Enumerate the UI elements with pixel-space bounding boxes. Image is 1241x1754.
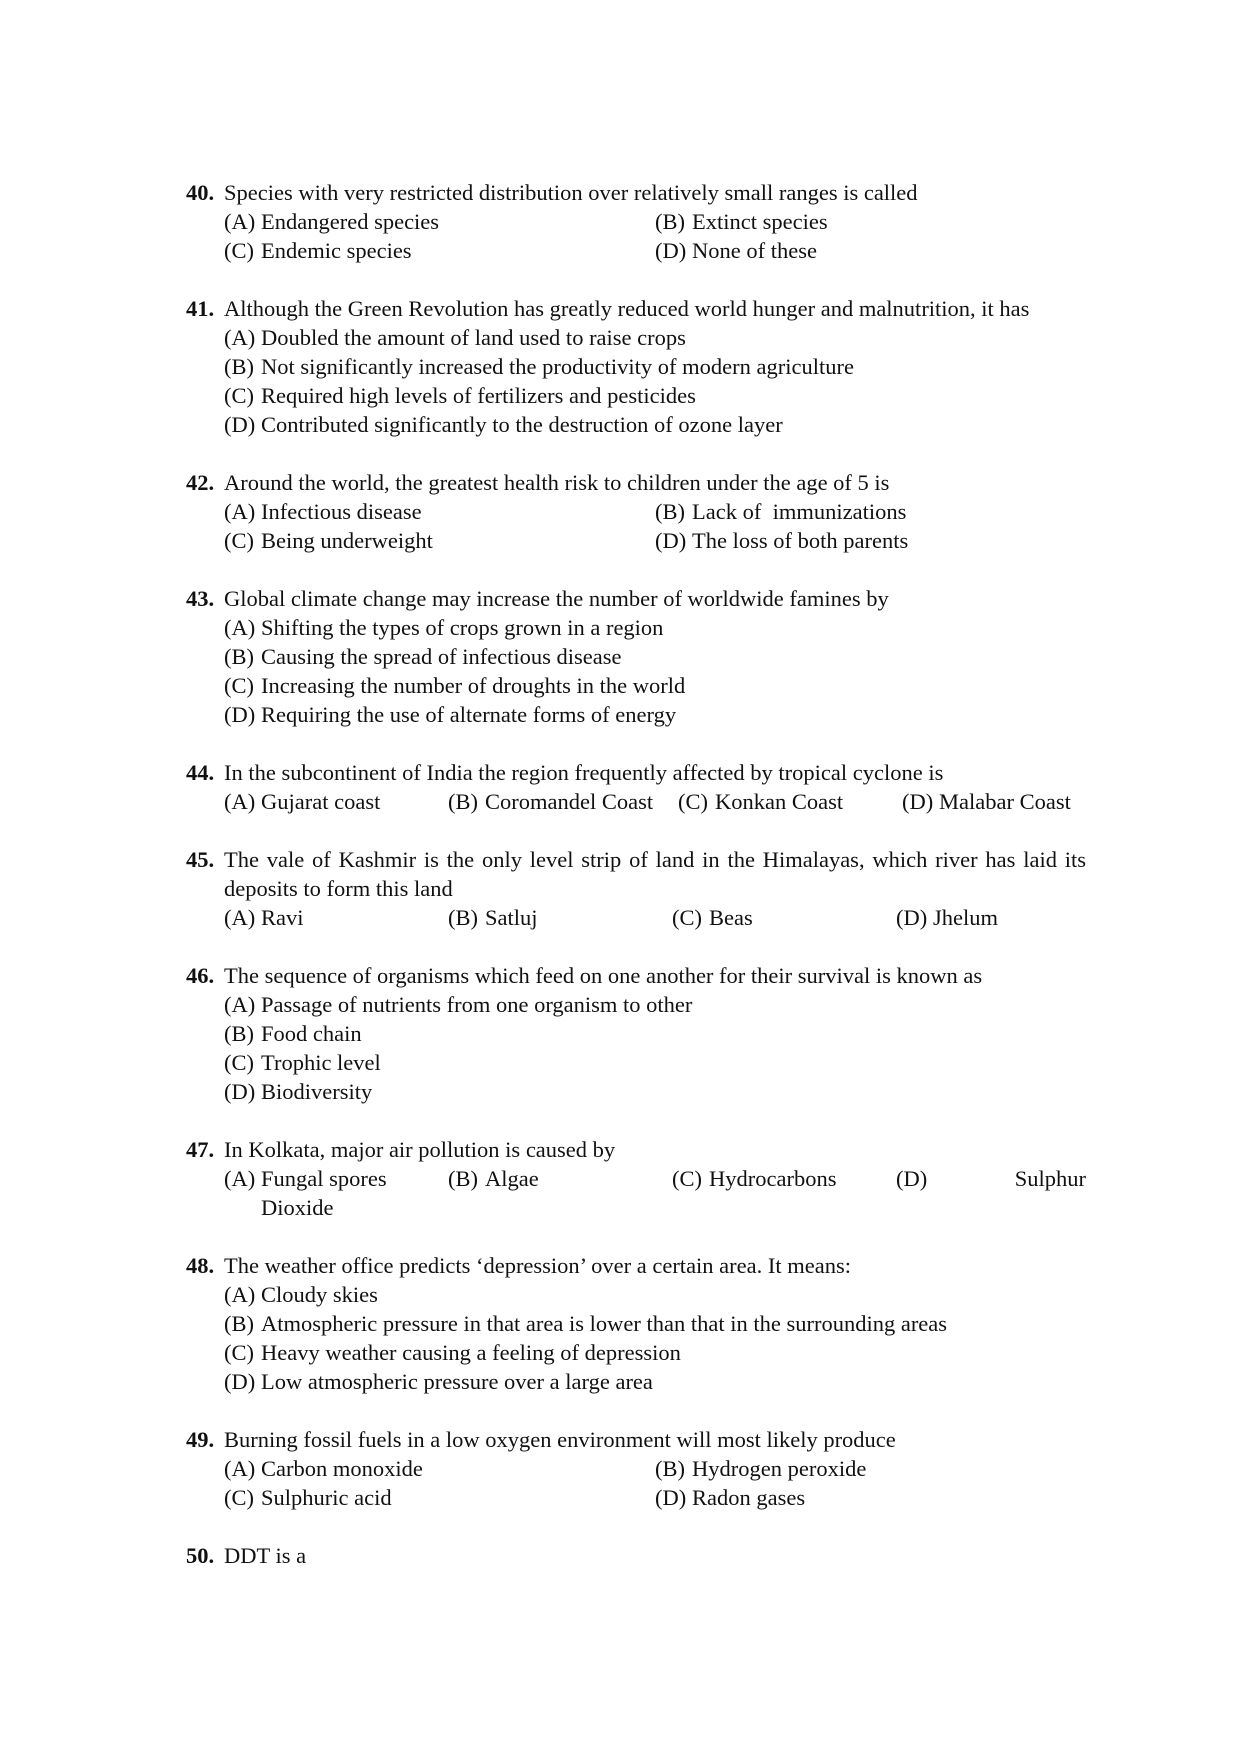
question-stem bbox=[186, 1251, 1086, 1280]
option-c[interactable]: (C) Beas bbox=[672, 905, 753, 930]
question-number: 49. bbox=[186, 1427, 215, 1452]
option-d[interactable]: (D) Radon gases bbox=[655, 1485, 806, 1510]
question-text: Burning fossil fuels in a low oxygen environment will most likely produce bbox=[224, 1427, 896, 1452]
option-c[interactable]: (C) Konkan Coast bbox=[678, 789, 844, 814]
question-stem bbox=[186, 758, 1086, 787]
question-stem bbox=[186, 961, 1086, 990]
question-42 bbox=[186, 468, 1086, 555]
question-stem bbox=[186, 1541, 1086, 1570]
option-b[interactable]: (B) Hydrogen peroxide bbox=[655, 1456, 867, 1481]
option-c[interactable]: (C) Heavy weather causing a feeling of depression bbox=[224, 1340, 681, 1365]
option-a[interactable]: (A) Gujarat coast bbox=[224, 789, 381, 814]
question-number: 45. bbox=[186, 847, 215, 872]
question-stem bbox=[186, 845, 1086, 903]
question-text: The sequence of organisms which feed on one another for their survival is known as bbox=[224, 963, 983, 988]
option-c[interactable]: (C) Required high levels of fertilizers and pesticides bbox=[224, 383, 696, 408]
question-number: 40. bbox=[186, 180, 215, 205]
option-c[interactable]: (C) Being underweight bbox=[224, 528, 433, 553]
option-b[interactable]: (B) Food chain bbox=[224, 1021, 362, 1046]
option-d[interactable]: (D) Malabar Coast bbox=[902, 789, 1071, 814]
question-number: 41. bbox=[186, 296, 215, 321]
question-text: Species with very restricted distribution over relatively small ranges is called bbox=[224, 180, 918, 205]
option-c[interactable]: (C) Hydrocarbons bbox=[672, 1166, 837, 1191]
question-49 bbox=[186, 1425, 1086, 1512]
option-b[interactable]: (B) Satluj bbox=[448, 905, 538, 930]
option-list bbox=[186, 1454, 1086, 1512]
question-text: In Kolkata, major air pollution is caused by bbox=[224, 1137, 616, 1162]
option-d[interactable]: (D) None of these bbox=[655, 238, 817, 263]
option-b[interactable]: (B) Coromandel Coast bbox=[448, 789, 654, 814]
question-40 bbox=[186, 178, 1086, 265]
question-stem bbox=[186, 584, 1086, 613]
question-43 bbox=[186, 584, 1086, 729]
question-50 bbox=[186, 1541, 1086, 1570]
option-list bbox=[186, 903, 1086, 932]
question-stem bbox=[186, 1425, 1086, 1454]
question-number: 43. bbox=[186, 586, 215, 611]
option-d[interactable]: (D) Jhelum bbox=[896, 905, 998, 930]
option-a[interactable]: (A) Infectious disease bbox=[224, 499, 422, 524]
option-b[interactable]: (B) Atmospheric pressure in that area is lower than that in the surrounding areas bbox=[224, 1311, 948, 1336]
option-c[interactable]: (C) Sulphuric acid bbox=[224, 1485, 392, 1510]
question-number: 42. bbox=[186, 470, 215, 495]
option-list bbox=[186, 207, 1086, 265]
option-b[interactable]: (B) Lack of immunizations bbox=[655, 499, 907, 524]
option-d-continuation: Dioxide bbox=[261, 1195, 334, 1220]
option-b[interactable]: (B) Not significantly increased the productivity of modern agriculture bbox=[224, 354, 854, 379]
option-c[interactable]: (C) Endemic species bbox=[224, 238, 412, 263]
question-number: 46. bbox=[186, 963, 215, 988]
option-list bbox=[186, 323, 1086, 439]
question-number: 48. bbox=[186, 1253, 215, 1278]
question-text: Although the Green Revolution has greatly reduced world hunger and malnutrition, it has bbox=[224, 296, 1030, 321]
question-45 bbox=[186, 845, 1086, 932]
question-text: DDT is a bbox=[224, 1543, 307, 1568]
question-44 bbox=[186, 758, 1086, 816]
option-b[interactable]: (B) Causing the spread of infectious disease bbox=[224, 644, 622, 669]
question-number: 44. bbox=[186, 760, 215, 785]
question-stem bbox=[186, 178, 1086, 207]
option-list bbox=[186, 497, 1086, 555]
option-b[interactable]: (B) Algae bbox=[448, 1166, 539, 1191]
question-text: The weather office predicts ‘depression’ over a certain area. It means: bbox=[224, 1253, 851, 1278]
question-stem bbox=[186, 294, 1086, 323]
option-list bbox=[186, 990, 1086, 1106]
option-c[interactable]: (C) Increasing the number of droughts in the world bbox=[224, 673, 686, 698]
question-text: Global climate change may increase the number of worldwide famines by bbox=[224, 586, 889, 611]
option-a[interactable]: (A) Fungal spores bbox=[224, 1166, 387, 1191]
option-a[interactable]: (A) Cloudy skies bbox=[224, 1282, 378, 1307]
question-paper bbox=[186, 178, 1086, 1599]
question-48 bbox=[186, 1251, 1086, 1396]
option-list bbox=[186, 1164, 1086, 1222]
option-a[interactable]: (A) Ravi bbox=[224, 905, 304, 930]
question-47 bbox=[186, 1135, 1086, 1222]
option-a[interactable]: (A) Shifting the types of crops grown in a region bbox=[224, 615, 664, 640]
option-b[interactable]: (B) Extinct species bbox=[655, 209, 828, 234]
question-number: 47. bbox=[186, 1137, 215, 1162]
option-d[interactable]: (D) Biodiversity bbox=[224, 1079, 373, 1104]
option-a[interactable]: (A) Passage of nutrients from one organism to other bbox=[224, 992, 693, 1017]
option-d[interactable]: (D) The loss of both parents bbox=[655, 528, 909, 553]
question-text: In the subcontinent of India the region frequently affected by tropical cyclone is bbox=[224, 760, 944, 785]
option-list bbox=[186, 1280, 1086, 1396]
option-d[interactable]: (D) Sulphur bbox=[896, 1166, 1086, 1191]
option-a[interactable]: (A) Endangered species bbox=[224, 209, 440, 234]
option-list bbox=[186, 613, 1086, 729]
option-c[interactable]: (C) Trophic level bbox=[224, 1050, 381, 1075]
question-stem bbox=[186, 468, 1086, 497]
question-stem bbox=[186, 1135, 1086, 1164]
option-list bbox=[186, 787, 1086, 816]
question-46 bbox=[186, 961, 1086, 1106]
option-a[interactable]: (A) Carbon monoxide bbox=[224, 1456, 423, 1481]
question-number: 50. bbox=[186, 1543, 215, 1568]
option-d[interactable]: (D) Contributed significantly to the destruction of ozone layer bbox=[224, 412, 783, 437]
question-text: The vale of Kashmir is the only level strip of land in the Himalayas, which river has laid its deposits to form this land bbox=[224, 847, 1086, 901]
option-d[interactable]: (D) Requiring the use of alternate forms of energy bbox=[224, 702, 677, 727]
option-d[interactable]: (D) Low atmospheric pressure over a large area bbox=[224, 1369, 653, 1394]
question-41 bbox=[186, 294, 1086, 439]
question-text: Around the world, the greatest health risk to children under the age of 5 is bbox=[224, 470, 890, 495]
option-a[interactable]: (A) Doubled the amount of land used to raise crops bbox=[224, 325, 686, 350]
